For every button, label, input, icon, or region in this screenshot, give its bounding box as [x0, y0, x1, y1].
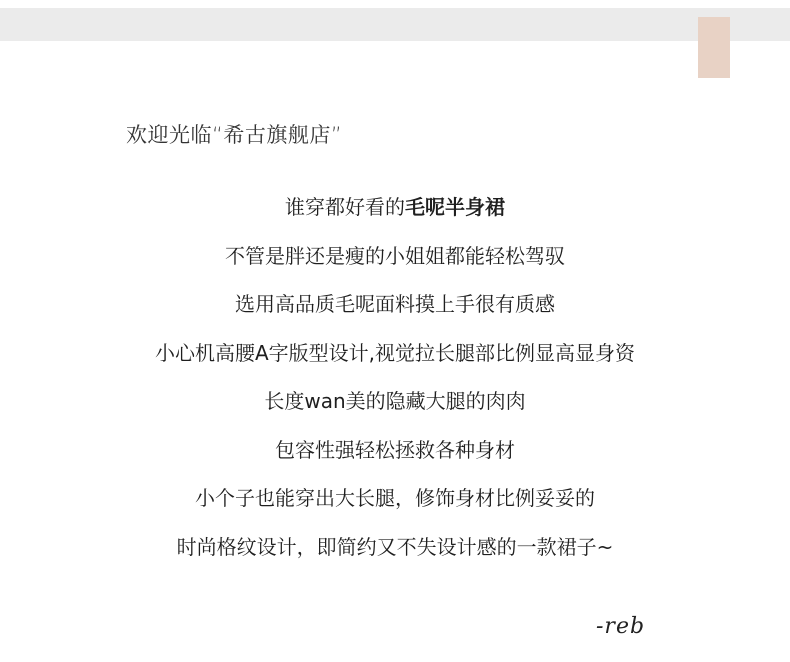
signature-text: -reb: [596, 614, 646, 639]
welcome-text: 欢迎光临“希古旗舰店”: [126, 123, 343, 147]
description-line-2: 选用高品质毛呢面料摸上手很有质感: [235, 292, 555, 316]
description-line-5: 包容性强轻松拯救各种身材: [275, 437, 515, 462]
description-line-3: 小心机高腰A字版型设计,视觉拉长腿部比例显高显身资: [154, 340, 636, 365]
description-line-1: 不管是胖还是瘦的小姐姐都能轻松驾驭: [225, 243, 565, 268]
top-banner-strip: [0, 8, 790, 41]
description-line-4: 长度wan美的隐藏大腿的肉肉: [264, 389, 526, 413]
description-lines: [0, 190, 790, 578]
headline-normal-text: 谁穿都好看的: [285, 195, 405, 219]
headline-line: [0, 190, 790, 239]
headline-bold-text: 毛呢半身裙: [405, 195, 505, 219]
description-line-6: 小个子也能穿出大长腿，修饰身材比例妥妥的: [195, 486, 595, 510]
description-line-7: 时尚格纹设计，即简约又不失设计感的一款裙子~: [176, 534, 614, 559]
accent-color-block: [698, 17, 730, 78]
